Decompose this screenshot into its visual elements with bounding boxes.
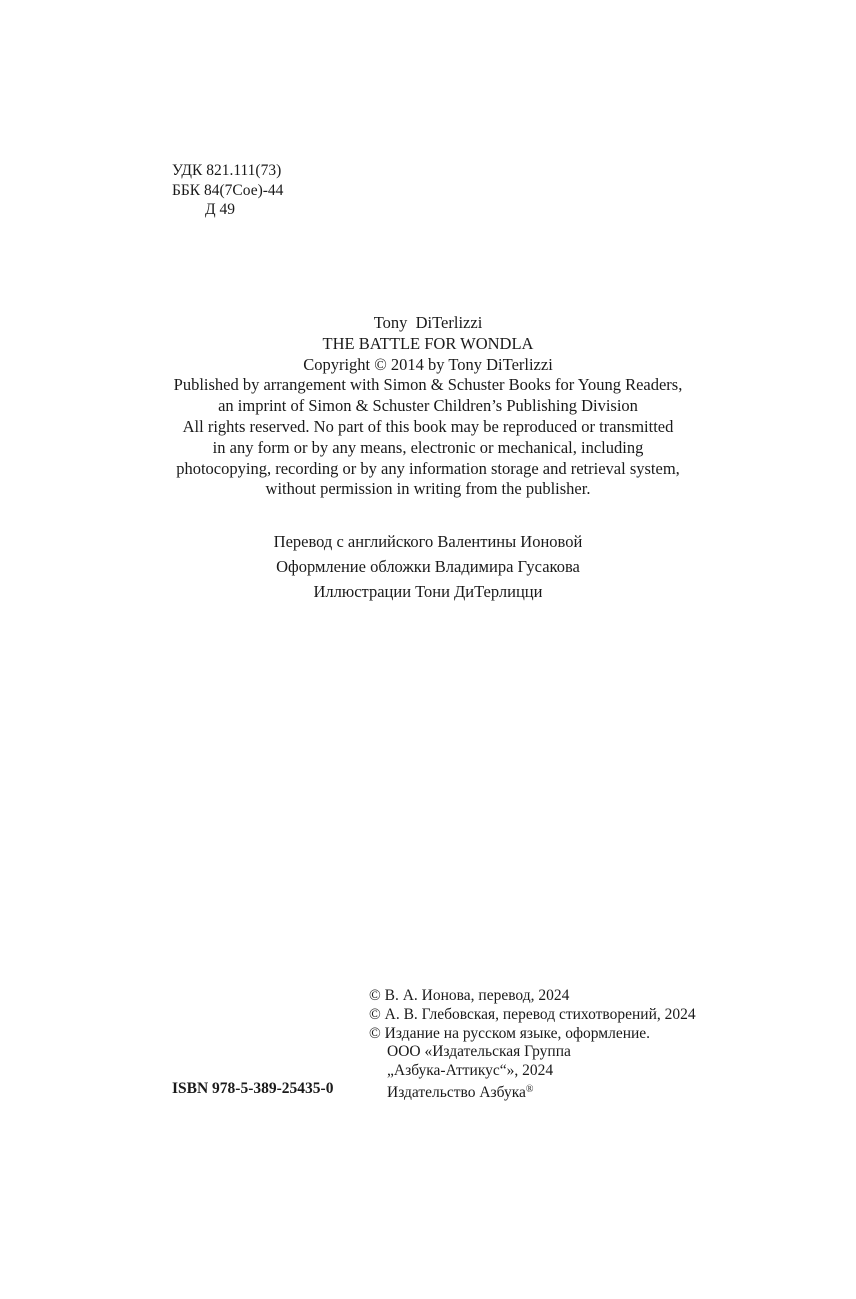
rights-line: an imprint of Simon & Schuster Children’s Publishing Division [218,396,638,416]
bbk-code: ББК 84(7Сое)-44 [172,181,284,199]
author-mark: Д 49 [205,201,235,218]
notice-line: © В. А. Ионова, перевод, 2024 [369,987,570,1004]
rights-line: in any form or by any means, electronic or mechanical, including [212,437,644,457]
copyright-notices-block [369,987,696,1103]
rights-line: All rights reserved. No part of this book may be reproduced or transmitted [182,416,674,436]
rights-line: Published by arrangement with Simon & Schuster Books for Young Readers, [173,375,683,395]
credits-block [0,529,856,604]
publisher-line: „Азбука-Аттикус“», 2024 [387,1062,554,1080]
publisher-line [369,1081,696,1103]
translation-credit: Перевод с английского Валентины Ионовой [273,532,583,551]
cover-design-credit: Оформление обложки Владимира Гусакова [276,557,580,576]
author-name: Tony DiTerlizzi [373,313,483,332]
original-copyright-block [0,313,856,500]
registered-mark: ® [525,1083,534,1095]
udk-code: УДК 821.111(73) [172,162,282,179]
notice-line: © Издание на русском языке, оформление. [369,1024,651,1042]
publisher-line: ООО «Издательская Группа [387,1043,571,1061]
rights-line: photocopying, recording or by any information storage and retrieval system, [176,458,680,478]
rights-line: without permission in writing from the publisher. [265,479,591,499]
classification-block [172,161,283,220]
original-title: THE BATTLE FOR WONDLA [322,333,534,353]
publisher-name: Издательство Азбука [387,1083,526,1101]
notice-line: © А. В. Глебовская, перевод стихотворений, 2024 [369,1005,696,1023]
illustrations-credit: Иллюстрации Тони ДиТерлицци [313,582,543,601]
isbn: ISBN 978-5-389-25435-0 [172,1080,334,1097]
copyright-line: Copyright © 2014 by Tony DiTerlizzi [303,354,553,374]
